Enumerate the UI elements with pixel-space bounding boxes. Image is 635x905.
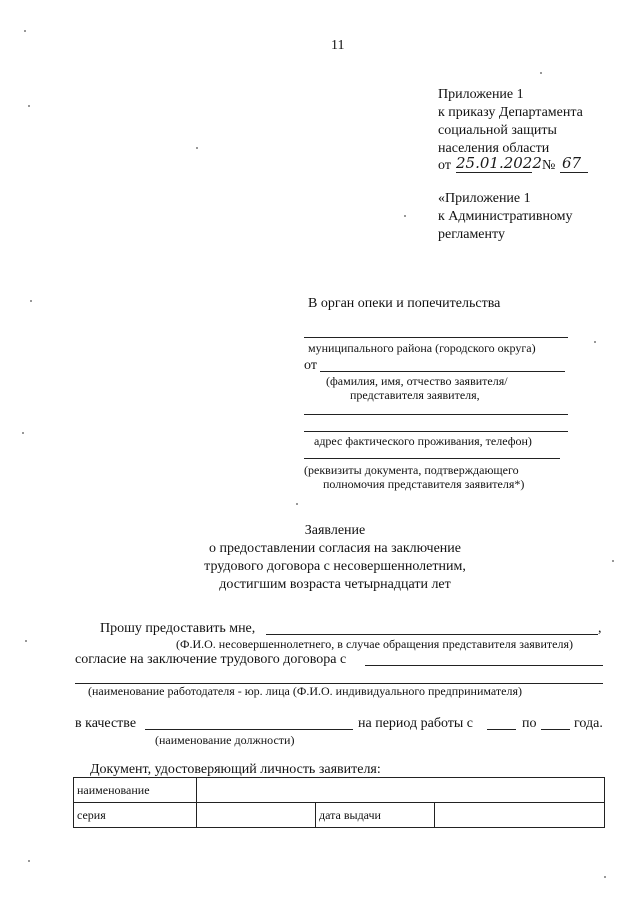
- statement-subtitle-3: достигшим возраста четырнадцати лет: [219, 577, 451, 592]
- period-to-line: [541, 729, 570, 730]
- appendix-line-4: населения области: [438, 141, 550, 156]
- applicant-hint-2: представителя заявителя,: [350, 388, 480, 402]
- appendix-date-prefix: от: [438, 158, 451, 173]
- years-label: года.: [574, 716, 603, 731]
- name-value-cell[interactable]: [197, 778, 605, 803]
- statement-title: Заявление: [304, 523, 366, 538]
- number-underline: [560, 172, 588, 173]
- appendix-line-2: к приказу Департамента: [438, 105, 583, 120]
- position-line: [145, 729, 353, 730]
- minor-hint: (Ф.И.О. несовершеннолетнего, в случае обращения представителя заявителя): [176, 637, 573, 651]
- applicant-line: [320, 371, 565, 372]
- doc-line: [304, 458, 560, 459]
- appendix2-line-1: «Приложение 1: [438, 191, 531, 206]
- scan-speck: [594, 341, 596, 343]
- applicant-hint-1: (фамилия, имя, отчество заявителя/: [326, 374, 508, 388]
- address-hint: адрес фактического проживания, телефон): [314, 434, 532, 448]
- issue-date-value-cell[interactable]: [435, 803, 605, 828]
- scan-speck: [404, 215, 406, 217]
- row-label-name: наименование: [74, 778, 197, 803]
- addressee-to: В орган опеки и попечительства: [308, 296, 501, 311]
- row-label-series: серия: [74, 803, 197, 828]
- table-row: [74, 778, 605, 803]
- appendix-line-3: социальной защиты: [438, 123, 557, 138]
- id-doc-title: Документ, удостоверяющий личность заявителя:: [90, 762, 381, 777]
- consent-text: согласие на заключение трудового договора с: [75, 652, 347, 667]
- employer-hint: (наименование работодателя - юр. лица (Ф.И.О. индивидуального предпринимателя): [88, 684, 522, 698]
- appendix-number-prefix: №: [542, 158, 556, 173]
- scan-speck: [24, 30, 26, 32]
- municipality-hint: муниципального района (городского округа): [308, 341, 536, 355]
- appendix-number-handwritten: 67: [562, 154, 582, 172]
- appendix-line-1: Приложение 1: [438, 87, 524, 102]
- scan-speck: [28, 105, 30, 107]
- scan-speck: [25, 640, 27, 642]
- minor-name-line: [266, 634, 598, 635]
- employer-line-1: [365, 665, 603, 666]
- doc-hint-1: (реквизиты документа, подтверждающего: [304, 463, 519, 477]
- series-value-cell[interactable]: [197, 803, 316, 828]
- request-text: Прошу предоставить мне,: [100, 621, 256, 636]
- statement-subtitle-1: о предоставлении согласия на заключение: [208, 541, 462, 556]
- period-label: на период работы с: [358, 716, 474, 731]
- applicant-line-2: [304, 414, 568, 415]
- scan-speck: [296, 503, 298, 505]
- scan-speck: [612, 560, 614, 562]
- doc-hint-2: полномочия представителя заявителя*): [323, 477, 525, 491]
- statement-subtitle-2: трудового договора с несовершеннолетним,: [204, 559, 466, 574]
- scan-speck: [604, 876, 606, 878]
- position-hint: (наименование должности): [155, 733, 295, 747]
- scan-speck: [30, 300, 32, 302]
- municipality-line: [304, 337, 568, 338]
- scan-speck: [196, 147, 198, 149]
- appendix2-line-2: к Административному: [438, 209, 573, 224]
- row-label-issue-date: дата выдачи: [316, 803, 435, 828]
- scan-speck: [28, 860, 30, 862]
- table-row: [74, 803, 605, 828]
- date-underline: [456, 172, 532, 173]
- page-number: 11: [331, 38, 345, 53]
- scan-speck: [22, 432, 24, 434]
- appendix2-line-3: регламенту: [438, 227, 505, 242]
- request-end: ,: [598, 621, 602, 636]
- address-line: [304, 431, 568, 432]
- period-to-label: по: [522, 716, 537, 731]
- period-from-line: [487, 729, 516, 730]
- as-label: в качестве: [75, 716, 137, 731]
- id-document-table: [73, 777, 605, 828]
- scan-speck: [540, 72, 542, 74]
- appendix-date-handwritten: 25.01.2022: [456, 154, 542, 172]
- from-label: от: [304, 358, 317, 373]
